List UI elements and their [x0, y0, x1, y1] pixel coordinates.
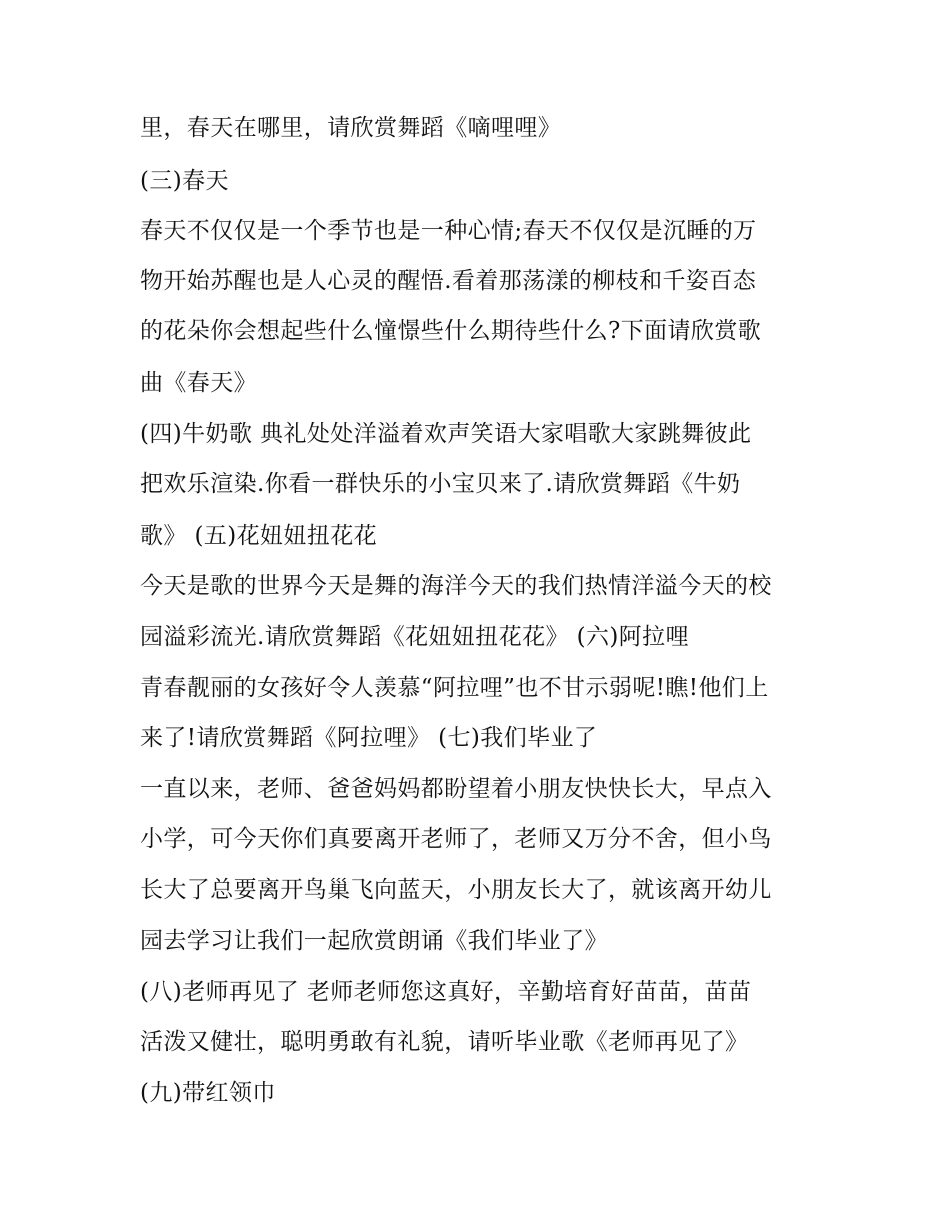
text-line: 里，春天在哪里，请欣赏舞蹈《嘀哩哩》 — [140, 115, 562, 141]
text-line: 青春靓丽的女孩好令人羡慕“阿拉哩”也不甘示弱呢!瞧!他们上 — [140, 675, 769, 701]
text-line: 的花朵你会想起些什么憧憬些什么期待些什么?下面请欣赏歌 — [140, 318, 762, 344]
section-heading: (三)春天 — [140, 168, 229, 194]
text-line: 曲《春天》 — [140, 370, 257, 396]
text-line: 把欢乐渲染.你看一群快乐的小宝贝来了.请欣赏舞蹈《牛奶 — [140, 471, 741, 497]
text-line: (四)牛奶歌 典礼处处洋溢着欢声笑语大家唱歌大家跳舞彼此 — [140, 421, 752, 447]
section-heading: (九)带红领巾 — [140, 1080, 276, 1106]
text-line: 今天是歌的世界今天是舞的海洋今天的我们热情洋溢今天的校 — [140, 573, 772, 599]
text-line: 小学，可今天你们真要离开老师了，老师又万分不舍，但小鸟 — [140, 826, 772, 852]
text-line: 园去学习让我们一起欣赏朗诵《我们毕业了》 — [140, 928, 608, 954]
text-line: 来了!请欣赏舞蹈《阿拉哩》 (七)我们毕业了 — [140, 725, 598, 751]
text-line: (八)老师再见了 老师老师您这真好，辛勤培育好苗苗，苗苗 — [140, 979, 752, 1005]
text-line: 一直以来，老师、爸爸妈妈都盼望着小朋友快快长大，早点入 — [140, 776, 772, 802]
text-line: 物开始苏醒也是人心灵的醒悟.看着那荡漾的柳枝和千姿百态 — [140, 268, 757, 294]
text-line: 园溢彩流光.请欣赏舞蹈《花妞妞扭花花》 (六)阿拉哩 — [140, 624, 689, 650]
text-line: 活泼又健壮，聪明勇敢有礼貌，请听毕业歌《老师再见了》 — [140, 1029, 749, 1055]
text-line: 歌》 (五)花妞妞扭花花 — [140, 523, 378, 549]
text-line: 春天不仅仅是一个季节也是一种心情;春天不仅仅是沉睡的万 — [140, 218, 757, 244]
text-line: 长大了总要离开鸟巢飞向蓝天，小朋友长大了，就该离开幼儿 — [140, 877, 772, 903]
